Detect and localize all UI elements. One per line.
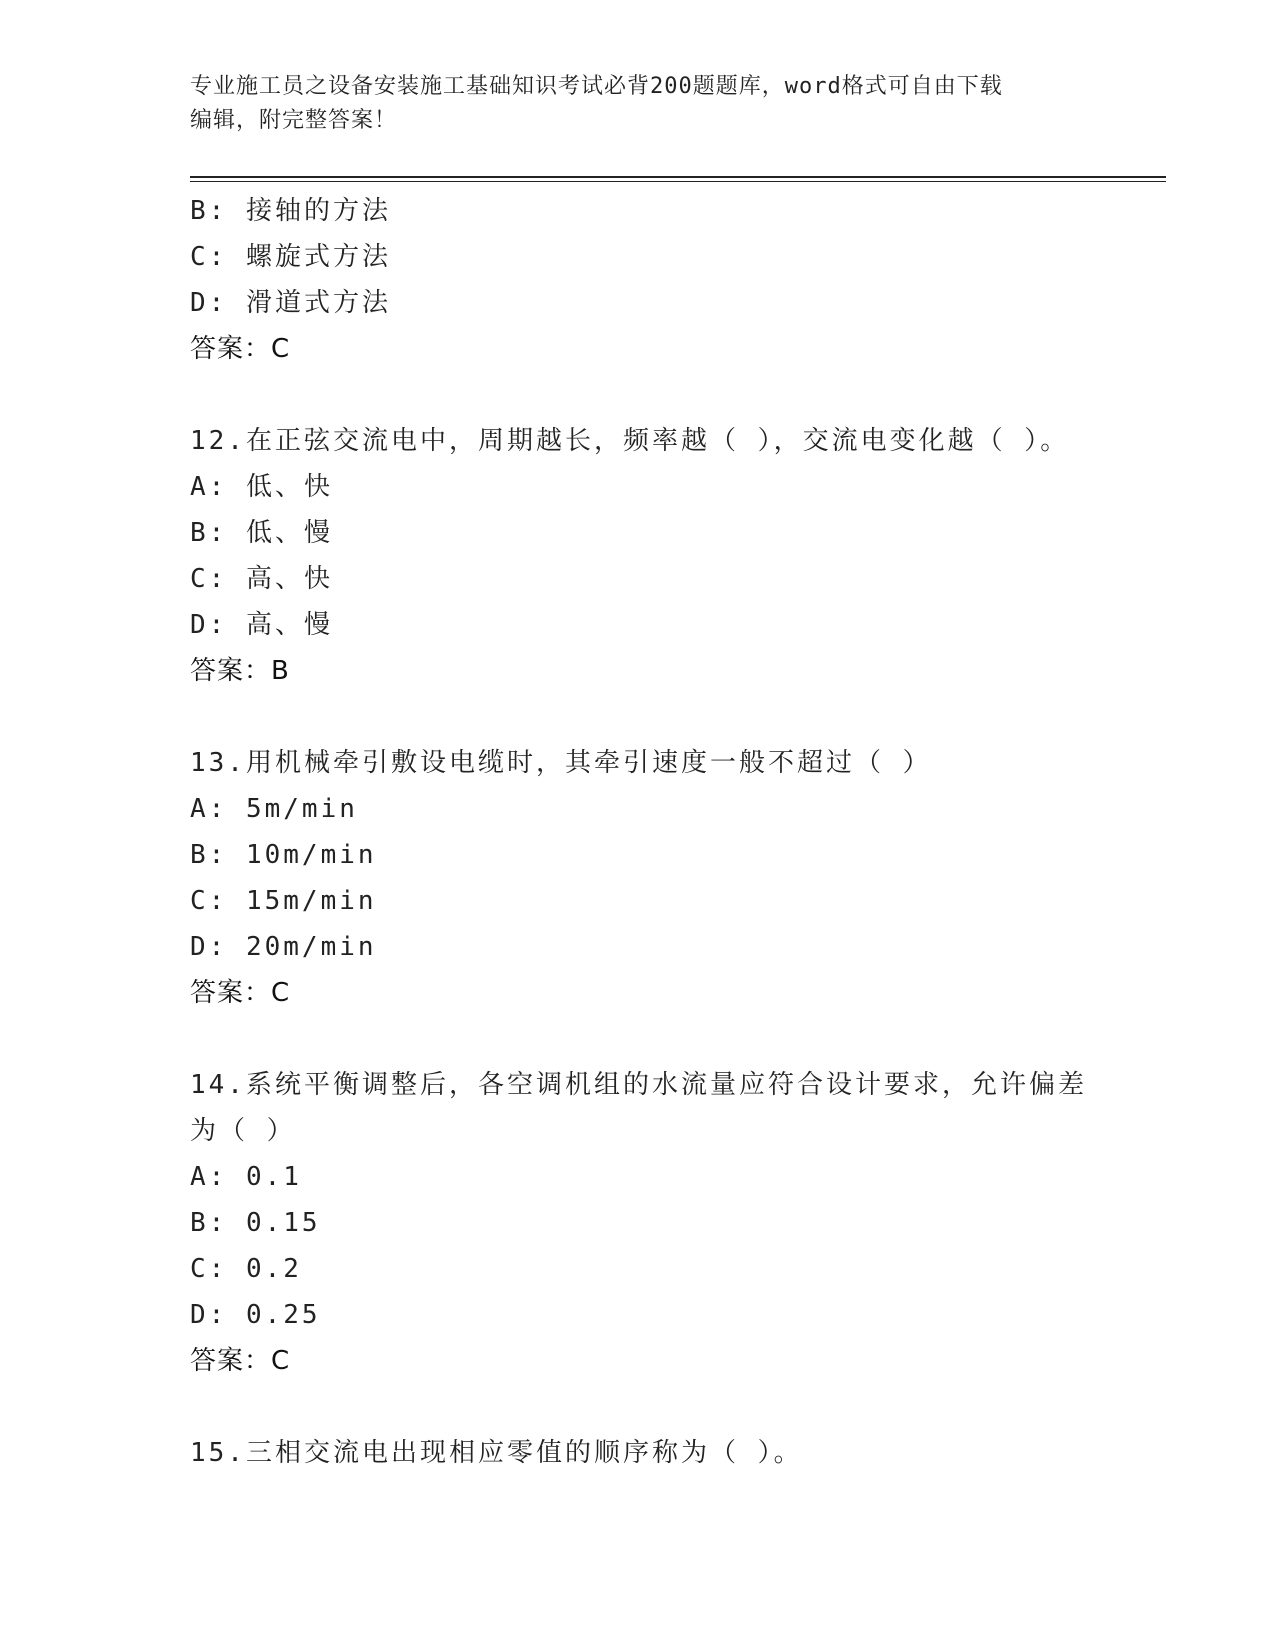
question-15 [190, 1430, 1150, 1476]
question-text-line1: 14.系统平衡调整后，各空调机组的水流量应符合设计要求，允许偏差 [190, 1070, 1087, 1100]
option-a: A: 5m/min [190, 794, 358, 824]
question-11 [190, 188, 1150, 372]
option-c: C: 0.2 [190, 1254, 302, 1284]
answer: 答案：C [190, 334, 291, 364]
option-c: C: 15m/min [190, 886, 377, 916]
question-14 [190, 1062, 1150, 1384]
option-d: D: 20m/min [190, 932, 377, 962]
question-text: 12.在正弦交流电中，周期越长，频率越（ ），交流电变化越（ ）。 [190, 426, 1070, 456]
header-divider-thin [190, 181, 1166, 182]
option-a: A: 低、快 [190, 472, 333, 502]
answer: 答案：C [190, 1346, 291, 1376]
header-title-line1: 专业施工员之设备安装施工基础知识考试必背200题题库，word格式可自由下载 [190, 74, 1003, 99]
answer: 答案：B [190, 656, 290, 686]
option-d: D: 高、慢 [190, 610, 333, 640]
option-b: B: 低、慢 [190, 518, 333, 548]
header-divider-thick [190, 176, 1166, 178]
option-d: D: 滑道式方法 [190, 288, 391, 318]
question-12 [190, 418, 1150, 694]
option-d: D: 0.25 [190, 1300, 321, 1330]
document-body [190, 188, 1150, 1476]
option-a: A: 0.1 [190, 1162, 302, 1192]
option-b: B: 10m/min [190, 840, 377, 870]
question-text: 15.三相交流电出现相应零值的顺序称为（ ）。 [190, 1438, 803, 1468]
question-text: 13.用机械牵引敷设电缆时，其牵引速度一般不超过（ ） [190, 748, 932, 778]
question-13 [190, 740, 1150, 1016]
answer: 答案：C [190, 978, 291, 1008]
header-title-line2: 编辑，附完整答案！ [190, 108, 398, 133]
option-c: C: 高、快 [190, 564, 333, 594]
document-header [190, 70, 1090, 138]
option-b: B: 0.15 [190, 1208, 321, 1238]
question-text-line2: 为（ ） [190, 1116, 296, 1146]
option-c: C: 螺旋式方法 [190, 242, 391, 272]
option-b: B: 接轴的方法 [190, 196, 391, 226]
